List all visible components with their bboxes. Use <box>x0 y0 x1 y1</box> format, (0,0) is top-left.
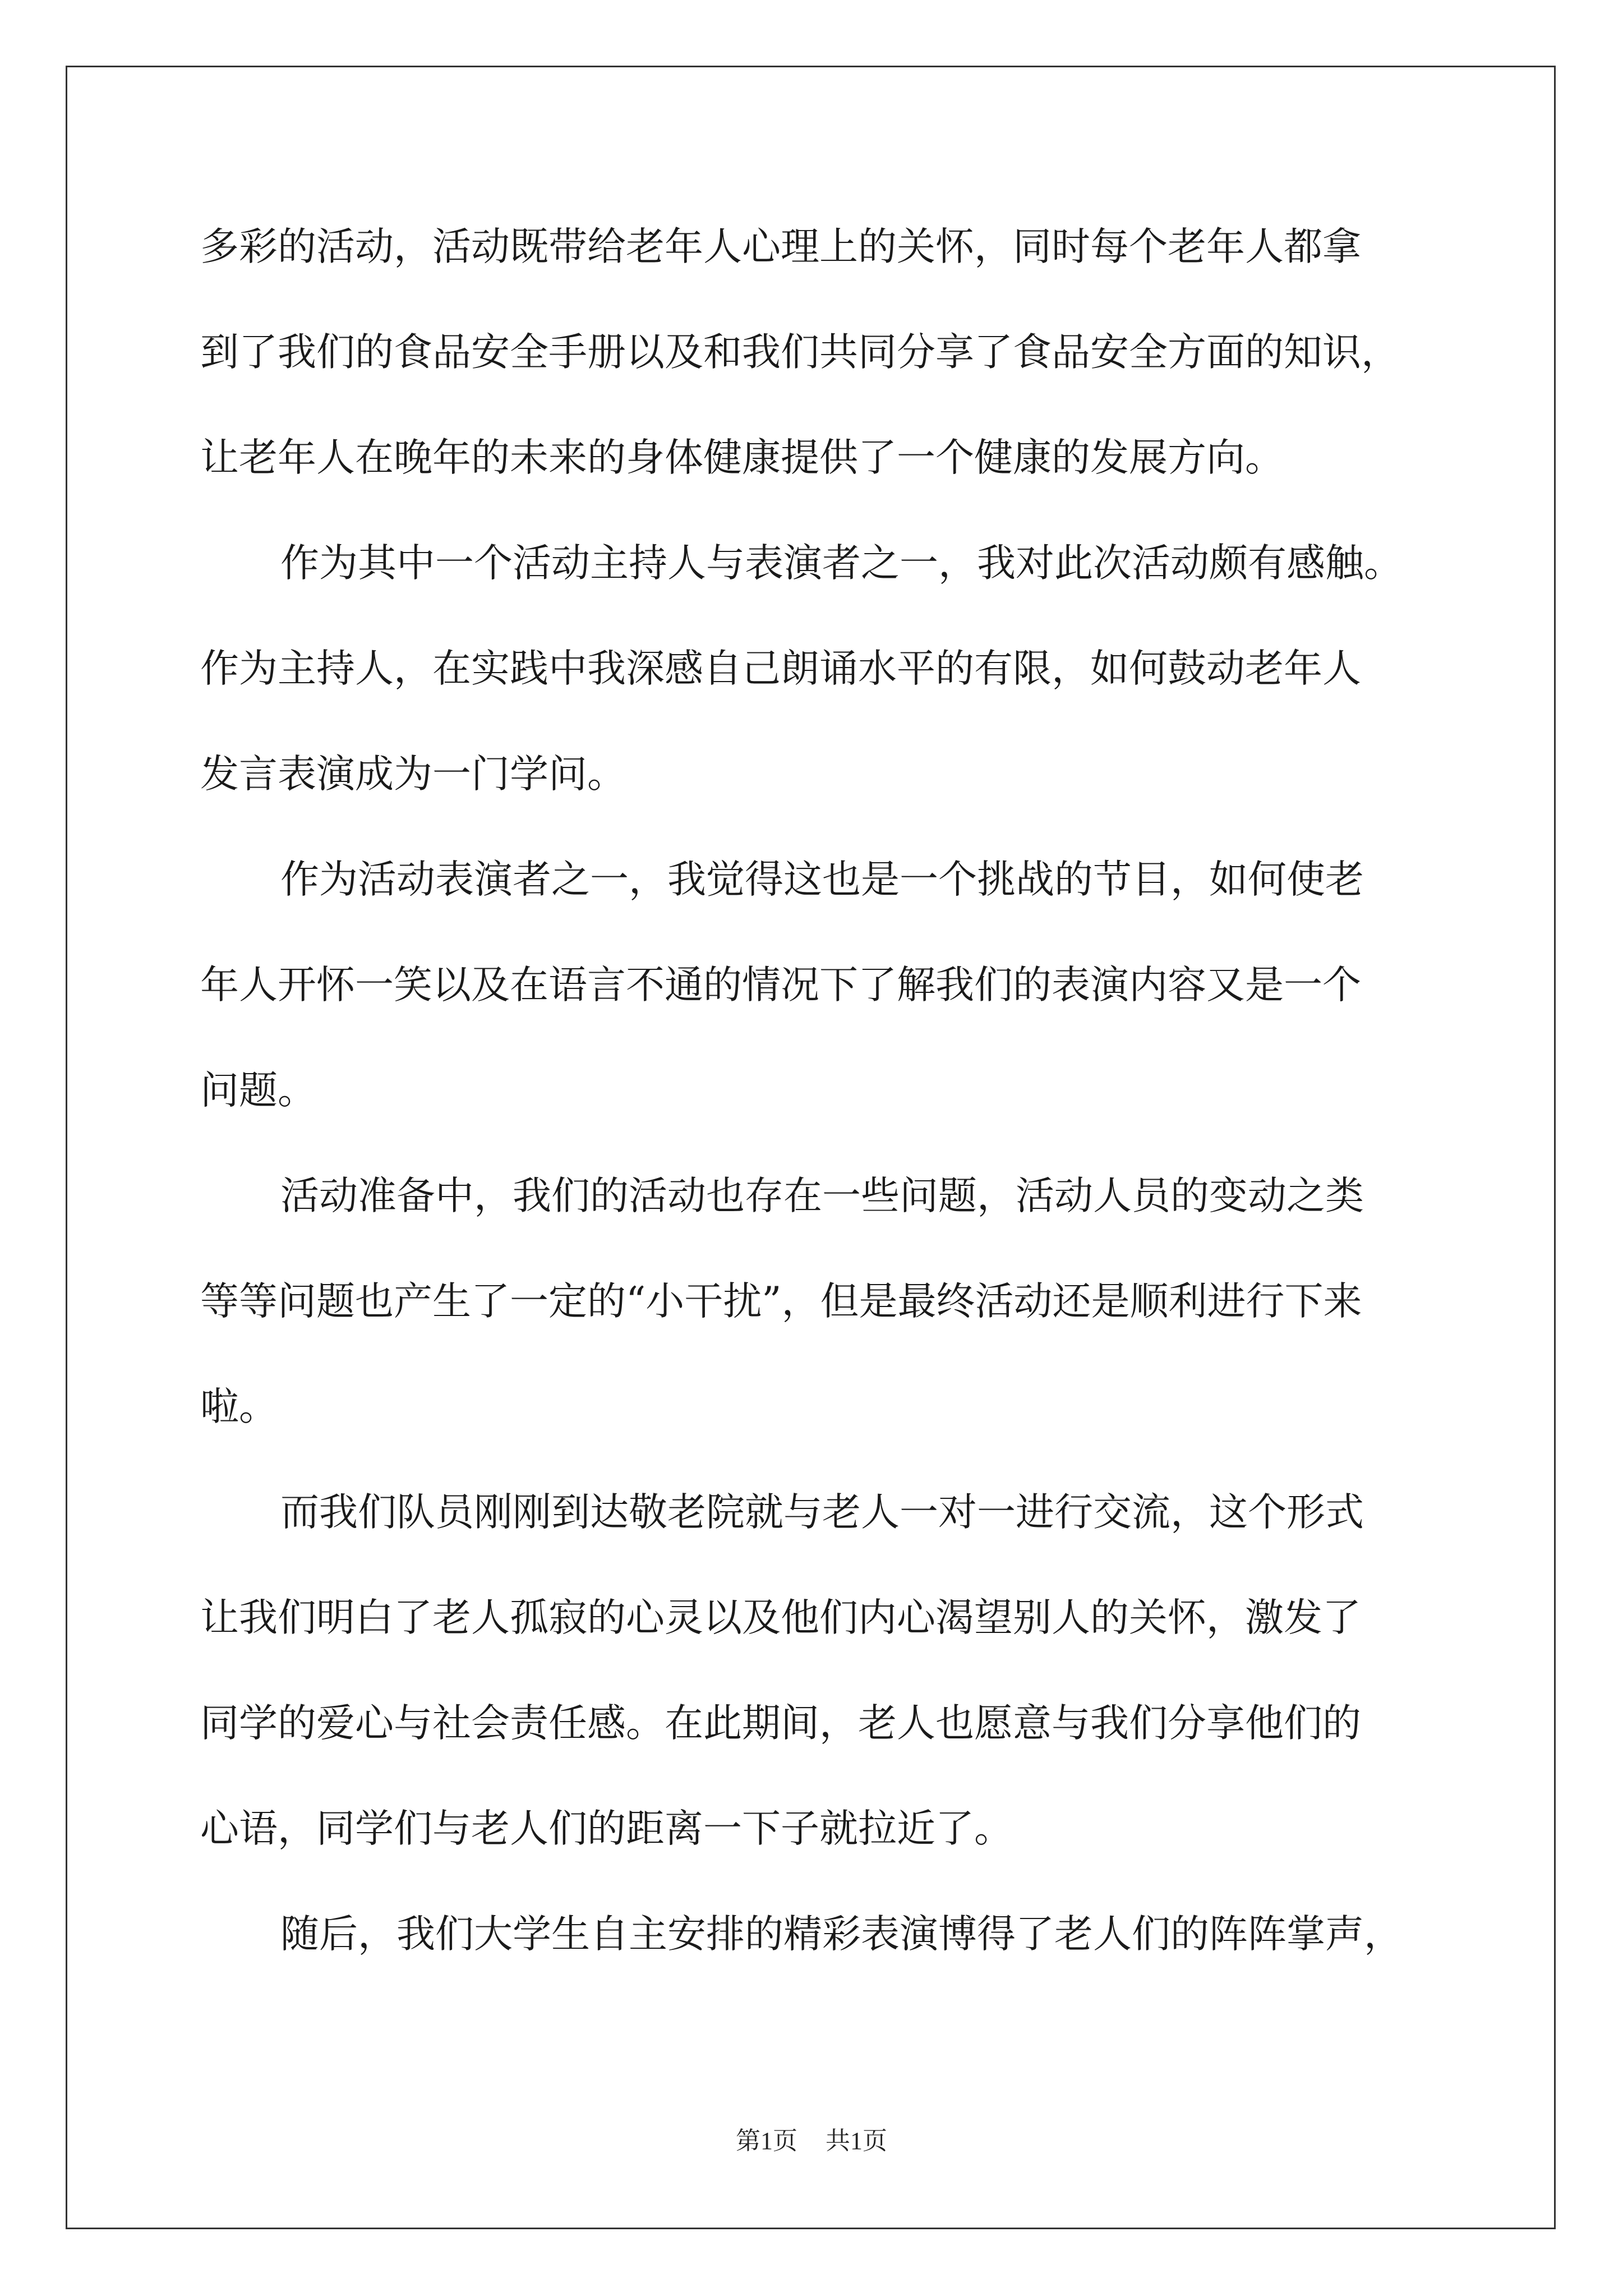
paragraph-first-line: 作为活动表演者之一，我觉得这也是一个挑战的节目，如何使老 <box>280 857 1364 902</box>
page-total: 共1页 <box>826 2127 887 2155</box>
text-line: 年人开怀一笑以及在语言不通的情况下了解我们的表演内容又是一个 <box>200 963 1361 1007</box>
text-line: 等等问题也产生了一定的“小干扰”，但是最终活动还是顺利进行下来 <box>200 1279 1362 1324</box>
page-border <box>66 66 1556 2229</box>
paragraph-first-line: 而我们队员刚刚到达敬老院就与老人一对一进行交流，这个形式 <box>280 1490 1364 1535</box>
text-line: 啦。 <box>200 1384 278 1429</box>
text-line: 多彩的活动，活动既带给老年人心理上的关怀，同时每个老年人都拿 <box>200 224 1361 269</box>
paragraph-first-line: 随后，我们大学生自主安排的精彩表演博得了老人们的阵阵掌声， <box>280 1912 1403 1957</box>
text-line: 作为主持人，在实践中我深感自己朗诵水平的有限，如何鼓动老年人 <box>200 646 1361 691</box>
page-number: 第1页 <box>736 2127 797 2155</box>
paragraph-first-line: 活动准备中，我们的活动也存在一些问题，活动人员的变动之类 <box>280 1174 1364 1218</box>
text-line: 心语，同学们与老人们的距离一下子就拉近了。 <box>200 1806 1013 1851</box>
text-line: 发言表演成为一门学问。 <box>200 752 626 797</box>
text-line: 到了我们的食品安全手册以及和我们共同分享了食品安全方面的知识， <box>200 330 1400 375</box>
text-line: 让老年人在晚年的未来的身体健康提供了一个健康的发展方向。 <box>200 435 1284 480</box>
text-line: 同学的爱心与社会责任感。在此期间，老人也愿意与我们分享他们的 <box>200 1701 1361 1746</box>
page-footer <box>0 2124 1623 2158</box>
text-line: 问题。 <box>200 1068 316 1113</box>
paragraph-first-line: 作为其中一个活动主持人与表演者之一，我对此次活动颇有感触。 <box>280 541 1403 586</box>
text-line: 让我们明白了老人孤寂的心灵以及他们内心渴望别人的关怀，激发了 <box>200 1595 1361 1640</box>
